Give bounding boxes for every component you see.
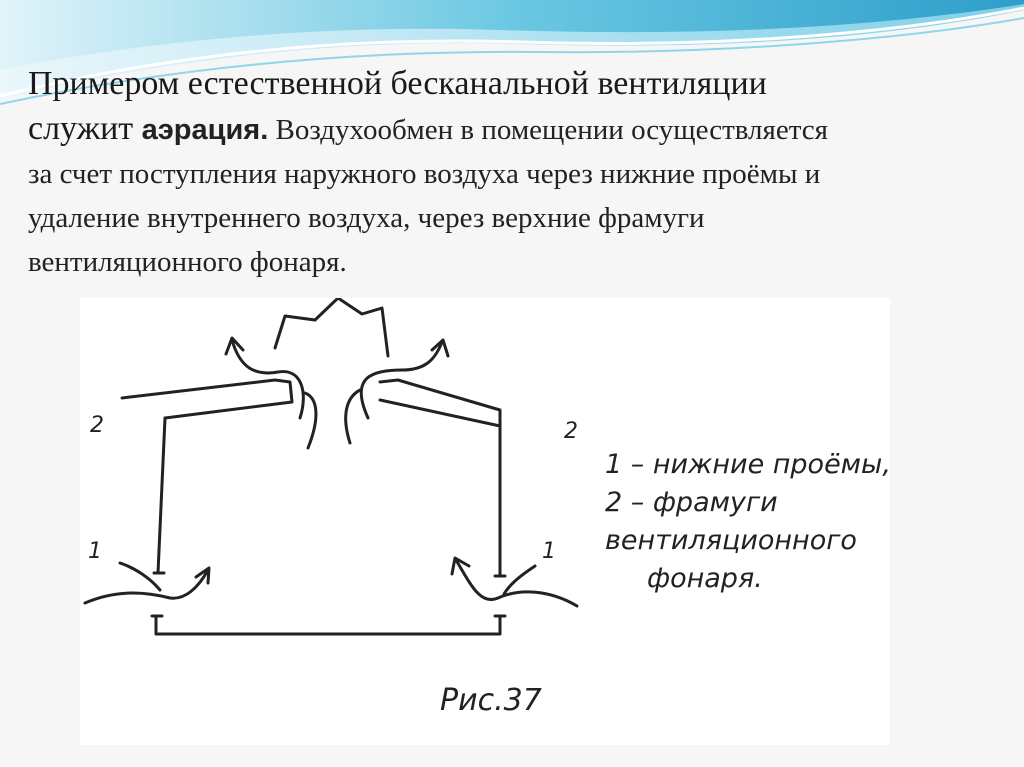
figure-legend — [605, 446, 891, 598]
text-line-2-start: служит — [28, 110, 142, 147]
text-line-3: за счет поступления наружного воздуха через нижние проёмы и — [28, 158, 821, 190]
label-1-right: 1 — [542, 539, 556, 564]
legend-line-3: вентиляционного — [605, 525, 857, 556]
label-2-left: 2 — [90, 413, 104, 438]
legend-line-4: фонаря. — [647, 563, 763, 594]
text-line-2-rest: Воздухообмен в помещении осуществляется — [268, 114, 828, 146]
legend-line-1: 1 – нижние проёмы, — [605, 449, 891, 480]
legend-line-2: 2 – фрамуги — [605, 487, 778, 518]
airflow-lower-right — [456, 560, 577, 606]
term-aeration: аэрация. — [141, 114, 269, 146]
lantern-outline — [275, 298, 388, 356]
label-1-left: 1 — [88, 539, 102, 564]
label-2-right: 2 — [564, 419, 578, 444]
airflow-lower-left — [85, 570, 208, 603]
text-line-4: удаление внутреннего воздуха, через верхние фрамуги — [28, 202, 705, 234]
floor — [156, 616, 500, 634]
text-line-5: вентиляционного фонаря. — [28, 246, 347, 278]
aeration-figure — [80, 298, 890, 745]
paragraph — [28, 62, 998, 284]
roof-right — [380, 380, 500, 426]
roof-left — [122, 380, 292, 418]
wall-left — [158, 418, 165, 573]
text-line-1: Примером естественной бесканальной вентиляции — [28, 65, 767, 102]
text-block — [28, 62, 998, 284]
figure-caption: Рис.37 — [440, 683, 542, 718]
